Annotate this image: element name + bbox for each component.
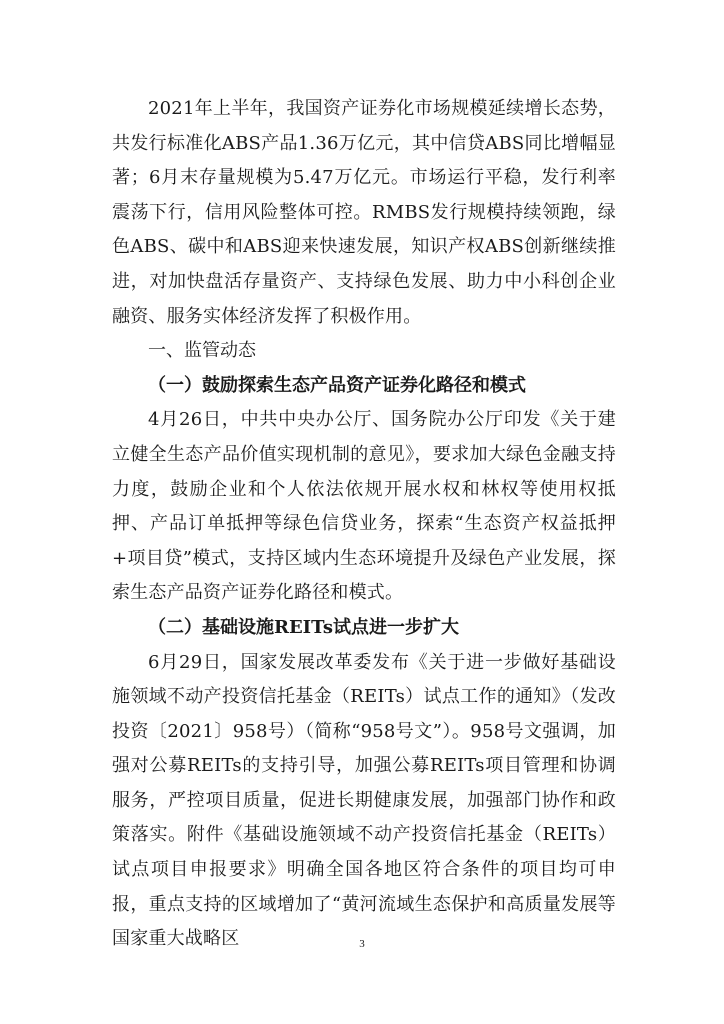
page-number: 3 [359,938,365,950]
ecological-paragraph: 4月26日，中共中央办公厅、国务院办公厅印发《关于建立健全生态产品价值实现机制的意见》，要求加大绿色金融支持力度，鼓励企业和个人依法依规开展水权和林权等使用权抵押、产品订单抵押等绿色信贷业务，探索“生态资产权益抵押+项目贷”模式，支持区域内生态环境提升及绿色产业发展，探索生态产品资产证券化路径和模式。 [112,409,616,604]
document-body [112,92,616,957]
subsection-heading-reits: （二）基础设施REITs试点进一步扩大 [148,616,459,638]
section-heading-regulatory: 一、监管动态 [148,340,256,362]
intro-paragraph: 2021年上半年，我国资产证券化市场规模延续增长态势，共发行标准化ABS产品1.36万亿元，其中信贷ABS同比增幅显著；6月末存量规模为5.47万亿元。市场运行平稳，发行利率震荡下行，信用风险整体可控。RMBS发行规模持续领跑，绿色ABS、碳中和ABS迎来快速发展，知识产权ABS创新继续推进，对加快盘活存量资产、支持绿色发展、助力中小科创企业融资、服务实体经济发挥了积极作用。 [112,98,616,327]
reits-paragraph: 6月29日，国家发展改革委发布《关于进一步做好基础设施领域不动产投资信托基金（REITs）试点工作的通知》（发改投资〔2021〕958号）（简称“958号文”）。958号文强调，加强对公募REITs的支持引导，加强公募REITs项目管理和协调服务，严控项目质量，促进长期健康发展，加强部门协作和政策落实。附件《基础设施领域不动产投资信托基金（REITs）试点项目申报要求》明确全国各地区符合条件的项目均可申报，重点支持的区域增加了“黄河流域生态保护和高质量发展等国家重大战略区 [112,651,616,950]
subsection-heading-ecological: （一）鼓励探索生态产品资产证券化路径和模式 [148,374,526,396]
